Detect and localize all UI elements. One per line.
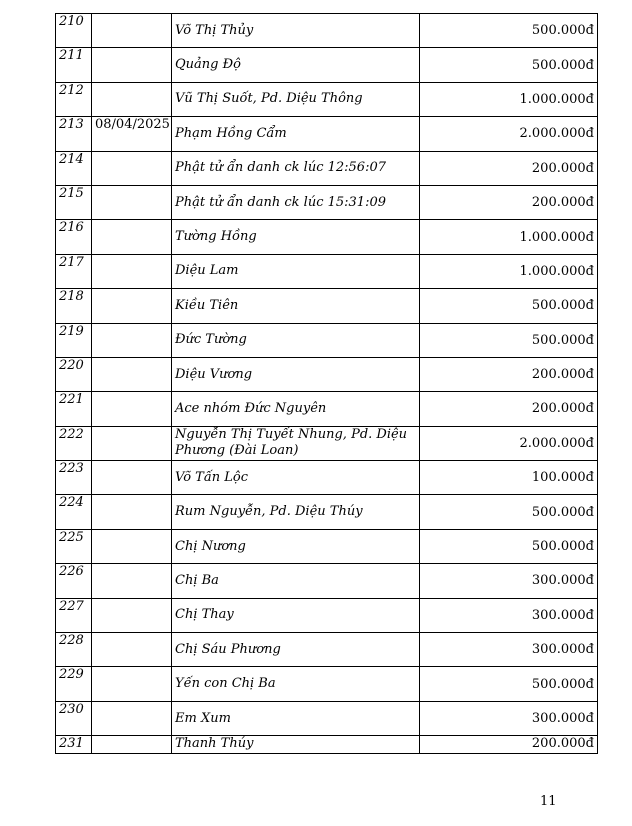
donation-amount: 500.000đ [420,14,598,48]
row-date [92,461,172,495]
donor-name: Thanh Thúy [172,736,420,754]
row-number: 225 [56,529,92,563]
row-date [92,701,172,735]
table-row [56,117,598,151]
donation-amount: 2.000.000đ [420,426,598,460]
table-row [56,289,598,323]
row-date [92,82,172,116]
donor-name: Nguyễn Thị Tuyết Nhung, Pd. Diệu Phương (Đài Loan) [172,426,420,460]
row-date [92,220,172,254]
donor-name: Yến con Chị Ba [172,667,420,701]
row-date [92,185,172,219]
table-row [56,14,598,48]
table-row [56,185,598,219]
donor-name: Chị Ba [172,564,420,598]
donor-name: Phật tử ẩn danh ck lúc 12:56:07 [172,151,420,185]
row-number: 220 [56,357,92,391]
table-row [56,495,598,529]
donor-name: Phạm Hồng Cẩm [172,117,420,151]
row-date: 08/04/2025 [92,117,172,151]
donation-amount: 500.000đ [420,48,598,82]
donor-name: Chị Sáu Phương [172,633,420,667]
row-date [92,14,172,48]
row-date [92,736,172,754]
donor-name: Chị Thay [172,598,420,632]
row-number: 219 [56,323,92,357]
donor-name: Tường Hồng [172,220,420,254]
donor-name: Kiều Tiên [172,289,420,323]
table-row [56,667,598,701]
donation-table [55,13,598,754]
row-number: 227 [56,598,92,632]
donor-name: Ace nhóm Đức Nguyên [172,392,420,426]
donation-amount: 500.000đ [420,323,598,357]
row-date [92,289,172,323]
donation-amount: 200.000đ [420,357,598,391]
donation-amount: 200.000đ [420,185,598,219]
table-row [56,254,598,288]
donation-amount: 300.000đ [420,701,598,735]
row-number: 218 [56,289,92,323]
row-number: 222 [56,426,92,460]
donation-amount: 300.000đ [420,598,598,632]
donation-amount: 500.000đ [420,529,598,563]
row-date [92,564,172,598]
donation-amount: 100.000đ [420,461,598,495]
donation-amount: 1.000.000đ [420,220,598,254]
donor-name: Đức Tường [172,323,420,357]
donation-amount: 1.000.000đ [420,82,598,116]
row-number: 212 [56,82,92,116]
donor-name: Diệu Vương [172,357,420,391]
row-number: 228 [56,633,92,667]
donor-name: Em Xum [172,701,420,735]
table-row [56,82,598,116]
row-date [92,151,172,185]
donor-name: Phật tử ẩn danh ck lúc 15:31:09 [172,185,420,219]
row-number: 216 [56,220,92,254]
donor-name: Vũ Thị Suốt, Pd. Diệu Thông [172,82,420,116]
table-row [56,701,598,735]
row-number: 221 [56,392,92,426]
row-number: 215 [56,185,92,219]
row-number: 211 [56,48,92,82]
table-row [56,461,598,495]
row-date [92,667,172,701]
row-date [92,426,172,460]
row-number: 217 [56,254,92,288]
row-date [92,254,172,288]
table-row [56,736,598,754]
donation-table-body [56,14,598,754]
donation-amount: 200.000đ [420,151,598,185]
row-date [92,48,172,82]
table-row [56,48,598,82]
row-date [92,357,172,391]
table-row [56,220,598,254]
row-number: 213 [56,117,92,151]
donation-amount: 200.000đ [420,392,598,426]
row-number: 226 [56,564,92,598]
row-date [92,529,172,563]
row-number: 229 [56,667,92,701]
row-date [92,495,172,529]
table-row [56,598,598,632]
page-number: 11 [540,794,557,809]
row-number: 230 [56,701,92,735]
table-row [56,357,598,391]
row-date [92,633,172,667]
row-date [92,392,172,426]
donor-name: Diệu Lam [172,254,420,288]
row-number: 224 [56,495,92,529]
donor-name: Rum Nguyễn, Pd. Diệu Thúy [172,495,420,529]
donor-name: Võ Thị Thủy [172,14,420,48]
table-row [56,392,598,426]
donation-amount: 300.000đ [420,564,598,598]
donation-amount: 500.000đ [420,667,598,701]
table-row [56,151,598,185]
row-number: 210 [56,14,92,48]
donation-amount: 500.000đ [420,289,598,323]
donation-amount: 300.000đ [420,633,598,667]
row-number: 214 [56,151,92,185]
donation-amount: 2.000.000đ [420,117,598,151]
row-number: 231 [56,736,92,754]
table-row [56,529,598,563]
donation-amount: 200.000đ [420,736,598,754]
donation-amount: 1.000.000đ [420,254,598,288]
row-date [92,323,172,357]
table-row [56,323,598,357]
table-row [56,426,598,460]
row-date [92,598,172,632]
donation-amount: 500.000đ [420,495,598,529]
table-row [56,564,598,598]
donor-name: Võ Tấn Lộc [172,461,420,495]
donor-name: Chị Nương [172,529,420,563]
table-row [56,633,598,667]
row-number: 223 [56,461,92,495]
donor-name: Quảng Độ [172,48,420,82]
